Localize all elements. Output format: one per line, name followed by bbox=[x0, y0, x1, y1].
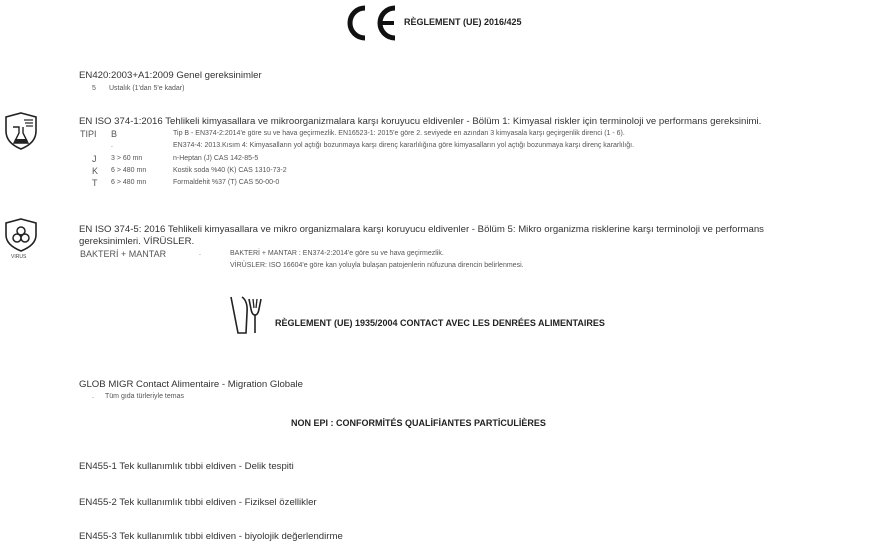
bacteria-dot: . bbox=[199, 250, 201, 257]
en420-title: EN420:2003+A1:2009 Genel gereksinimler bbox=[79, 70, 262, 81]
regulation-title: RÈGLEMENT (UE) 2016/425 bbox=[404, 17, 522, 27]
type-desc-2: EN374-4: 2013.Kısım 4: Kimyasalların yol açtığı bozunmaya karşı direnç kararlılığına göre kimyasalların yol açtığı bozunmaya karşı direnç kararlılığı. bbox=[173, 142, 635, 149]
chem-desc-k: Kostik soda %40 (K) CAS 1310-73-2 bbox=[173, 167, 287, 174]
glob-dot: . bbox=[92, 393, 94, 400]
chemical-hazard-icon bbox=[4, 112, 38, 150]
chem-letter-k: K bbox=[92, 166, 99, 176]
en420-level: 5 bbox=[92, 85, 96, 92]
glob-desc: Tüm gıda türleriyle temas bbox=[105, 393, 184, 400]
glob-title: GLOB MIGR Contact Alimentaire - Migration Globale bbox=[79, 379, 303, 390]
en455-1: EN455-1 Tek kullanımlık tıbbi eldiven - Delik tespiti bbox=[79, 461, 294, 472]
en455-3: EN455-3 Tek kullanımlık tıbbi eldiven - biyolojik değerlendirme bbox=[79, 531, 343, 542]
bacteria-desc: BAKTERİ + MANTAR : EN374-2:2014'e göre su ve hava geçirmezlik. bbox=[230, 250, 444, 257]
food-regulation-title: RÈGLEMENT (UE) 1935/2004 CONTACT AVEC LES DENRÉES ALIMENTAIRES bbox=[275, 318, 605, 328]
chem-letter-t: T bbox=[92, 178, 98, 188]
chem-letter-j: J bbox=[92, 154, 97, 164]
type-value: B bbox=[111, 129, 118, 139]
bacteria-label: BAKTERİ + MANTAR bbox=[80, 249, 167, 259]
type-dot: . bbox=[111, 142, 113, 149]
non-epi-title: NON EPI : CONFORMİTÉS QUALİFİANTES PARTİCULİÈRES bbox=[291, 418, 546, 428]
biohazard-icon bbox=[4, 218, 38, 258]
virus-desc: VİRÜSLER: ISO 16604'e göre kan yoluyla bulaşan patojenlerin nüfuzuna direncin belirlenmesi. bbox=[230, 262, 524, 269]
type-desc-1: Tip B - EN374-2:2014'e göre su ve hava geçirmezlik. EN16523-1: 2015'e göre 2. seviyede en azından 3 kimyasala karşı geçirgenlik direnci (1 - 6). bbox=[173, 130, 625, 137]
chem-value-t: 6 > 480 mn bbox=[111, 179, 147, 186]
en374-1-title: EN ISO 374-1:2016 Tehlikeli kimyasallara ve mikroorganizmalara karşı koruyucu eldivenler - Bölüm 1: Kimyasal riskler için terminoloji ve performans gereksinimi. bbox=[79, 116, 762, 127]
en420-desc: Ustalık (1'dan 5'e kadar) bbox=[109, 85, 185, 92]
chem-value-k: 6 > 480 mn bbox=[111, 167, 147, 174]
virus-icon-label: VIRUS bbox=[11, 254, 27, 260]
chem-desc-j: n-Heptan (J) CAS 142-85-5 bbox=[173, 155, 259, 162]
chem-desc-t: Formaldehit %37 (T) CAS 50-00-0 bbox=[173, 179, 280, 186]
en455-2: EN455-2 Tek kullanımlık tıbbi eldiven - Fiziksel özellikler bbox=[79, 497, 317, 508]
chem-value-j: 3 > 60 mn bbox=[111, 155, 143, 162]
type-label: TIPI bbox=[80, 129, 97, 139]
ce-mark-icon bbox=[338, 4, 400, 42]
en374-5-title-line1: EN ISO 374-5: 2016 Tehlikeli kimyasallara ve mikro organizmalara karşı koruyucu eldivenler - Bölüm 5: Mikro organizma risklerine karşı terminoloji ve performans bbox=[79, 224, 764, 235]
food-contact-icon bbox=[228, 293, 266, 339]
en374-5-title-line2: gereksinimleri. VİRÜSLER. bbox=[79, 236, 195, 247]
